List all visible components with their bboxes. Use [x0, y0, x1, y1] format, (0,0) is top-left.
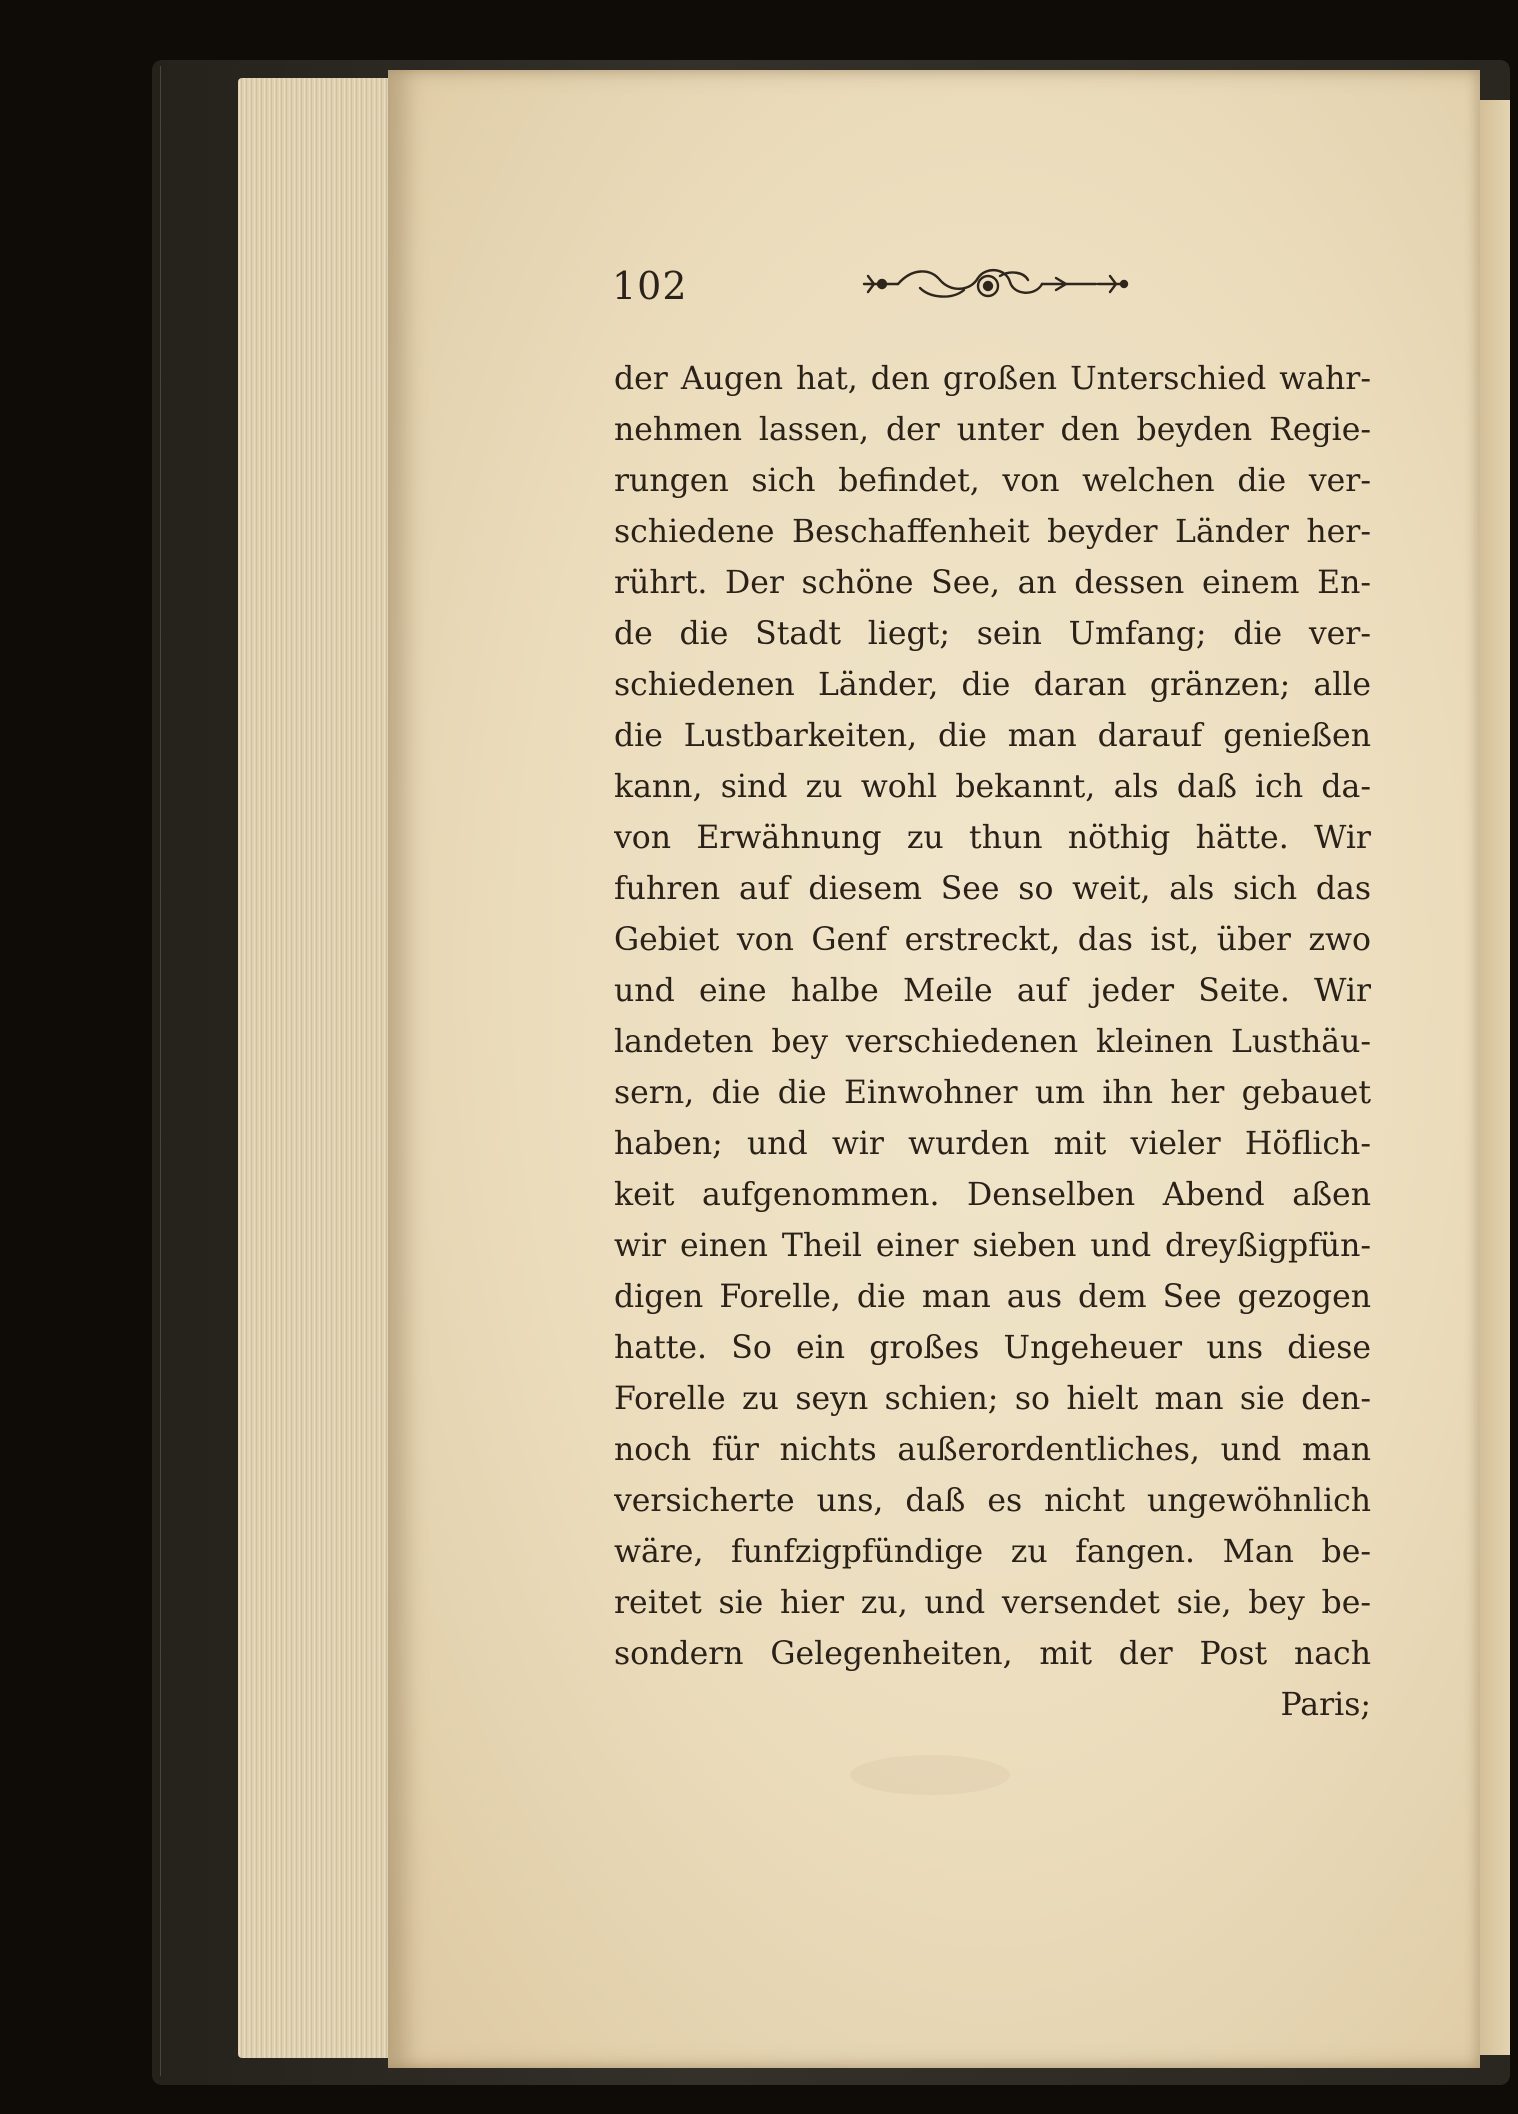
text-line: die Lustbarkeiten, die man darauf genießen — [614, 718, 1371, 754]
text-line: reitet sie hier zu, und versendet sie, bey be- — [614, 1585, 1371, 1621]
text-line: sondern Gelegenheiten, mit der Post nach — [614, 1636, 1371, 1672]
text-line: de die Stadt liegt; sein Umfang; die ver- — [614, 616, 1371, 652]
page-edges — [238, 78, 390, 2058]
text-line: Gebiet von Genf erstreckt, das ist, über zwo — [614, 922, 1371, 958]
text-line: wir einen Theil einer sieben und dreyßigpfün- — [614, 1228, 1371, 1264]
ornamental-vignette-icon — [860, 262, 1130, 306]
page-number: 102 — [612, 264, 688, 308]
text-line: der Augen hat, den großen Unterschied wahr- — [614, 361, 1371, 397]
text-line: schiedene Beschaffenheit beyder Länder her- — [614, 514, 1371, 550]
text-line: digen Forelle, die man aus dem See gezogen — [614, 1279, 1371, 1315]
text-line: keit aufgenommen. Denselben Abend aßen — [614, 1177, 1371, 1213]
text-line: Forelle zu seyn schien; so hielt man sie den- — [614, 1381, 1371, 1417]
text-line: nehmen lassen, der unter den beyden Regie- — [614, 412, 1371, 448]
text-line: haben; und wir wurden mit vieler Höflich- — [614, 1126, 1371, 1162]
text-line: versicherte uns, daß es nicht ungewöhnlich — [614, 1483, 1371, 1519]
text-line: wäre, funfzigpfündige zu fangen. Man be- — [614, 1534, 1371, 1570]
cover-edge — [160, 66, 161, 2076]
text-line: kann, sind zu wohl bekannt, als daß ich da- — [614, 769, 1371, 805]
text-line: von Erwähnung zu thun nöthig hätte. Wir — [614, 820, 1371, 856]
text-line: sern, die die Einwohner um ihn her gebauet — [614, 1075, 1371, 1111]
catchword: Paris; — [1280, 1687, 1371, 1723]
text-line: landeten bey verschiedenen kleinen Lusthäu- — [614, 1024, 1371, 1060]
text-line: und eine halbe Meile auf jeder Seite. Wir — [614, 973, 1371, 1009]
text-line: noch für nichts außerordentliches, und man — [614, 1432, 1371, 1468]
text-line: rührt. Der schöne See, an dessen einem En- — [614, 565, 1371, 601]
body-text — [614, 354, 1371, 1731]
text-line: fuhren auf diesem See so weit, als sich das — [614, 871, 1371, 907]
text-line: hatte. So ein großes Ungeheuer uns diese — [614, 1330, 1371, 1366]
text-line: rungen sich befindet, von welchen die ver- — [614, 463, 1371, 499]
text-line: schiedenen Länder, die daran gränzen; alle — [614, 667, 1371, 703]
paper-stain — [850, 1755, 1010, 1795]
